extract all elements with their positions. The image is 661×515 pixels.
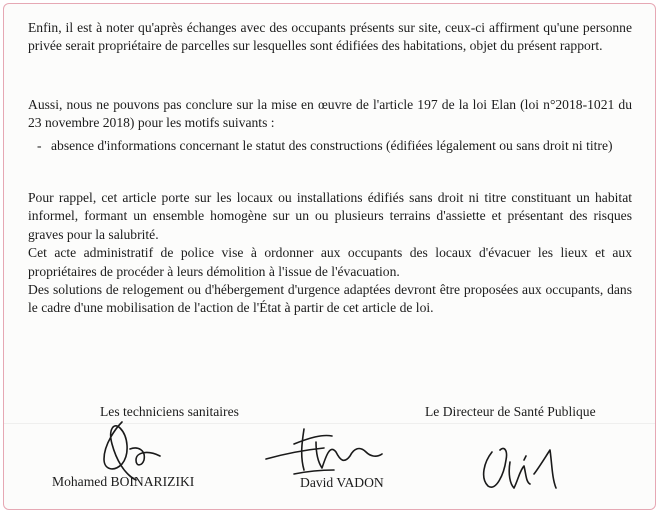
technician-2-name: David VADON xyxy=(300,475,384,490)
technician-1-name: Mohamed BOINARIZIKI xyxy=(52,474,195,489)
document-page xyxy=(3,3,656,510)
signature-technician-2 xyxy=(266,429,382,474)
director-label: Le Directeur de Santé Publique xyxy=(425,404,596,419)
rappel-line: Cet acte administratif de police vise à ordonner aux occupants des locaux d'évacuer les lieux et aux propriétaires de procéder à leurs démolition à l'issue de l'évacuation. xyxy=(28,245,632,279)
rappel-line: Pour rappel, cet article porte sur les locaux ou installations édifiés sans droit ni titre constituant un habitat informel, formant un ensemble homogène sur un ou plusieurs terrains d'assiette et présentant des risques graves pour la salubrité. xyxy=(28,190,632,242)
scan-artifact-line xyxy=(4,423,656,424)
rappel-line: Des solutions de relogement ou d'hébergement d'urgence adaptées devront être proposées aux occupants, dans le cadre d'une mobilisation de l'action de l'État à partir de cet article de loi. xyxy=(28,282,632,316)
bullet-item xyxy=(37,137,633,155)
bullet-text: absence d'informations concernant le statut des constructions (édifiées légalement ou sans droit ni titre) xyxy=(51,138,613,153)
signature-technician-1 xyxy=(104,422,160,480)
signature-director xyxy=(484,448,556,488)
paragraph-rappel xyxy=(28,189,632,318)
paragraph-occupants: Enfin, il est à noter qu'après échanges avec des occupants présents sur site, ceux-ci affirment qu'une personne privée serait propriétaire de parcelles sur lesquelles sont édifiées des habitations, objet du présent rapport. xyxy=(28,20,632,54)
bullet-marker: - xyxy=(37,138,42,153)
technicians-label: Les techniciens sanitaires xyxy=(100,404,239,419)
paragraph-article-197: Aussi, nous ne pouvons pas conclure sur la mise en œuvre de l'article 197 de la loi Elan (loi n°2018-1021 du 23 novembre 2018) pour les motifs suivants : xyxy=(28,97,632,131)
